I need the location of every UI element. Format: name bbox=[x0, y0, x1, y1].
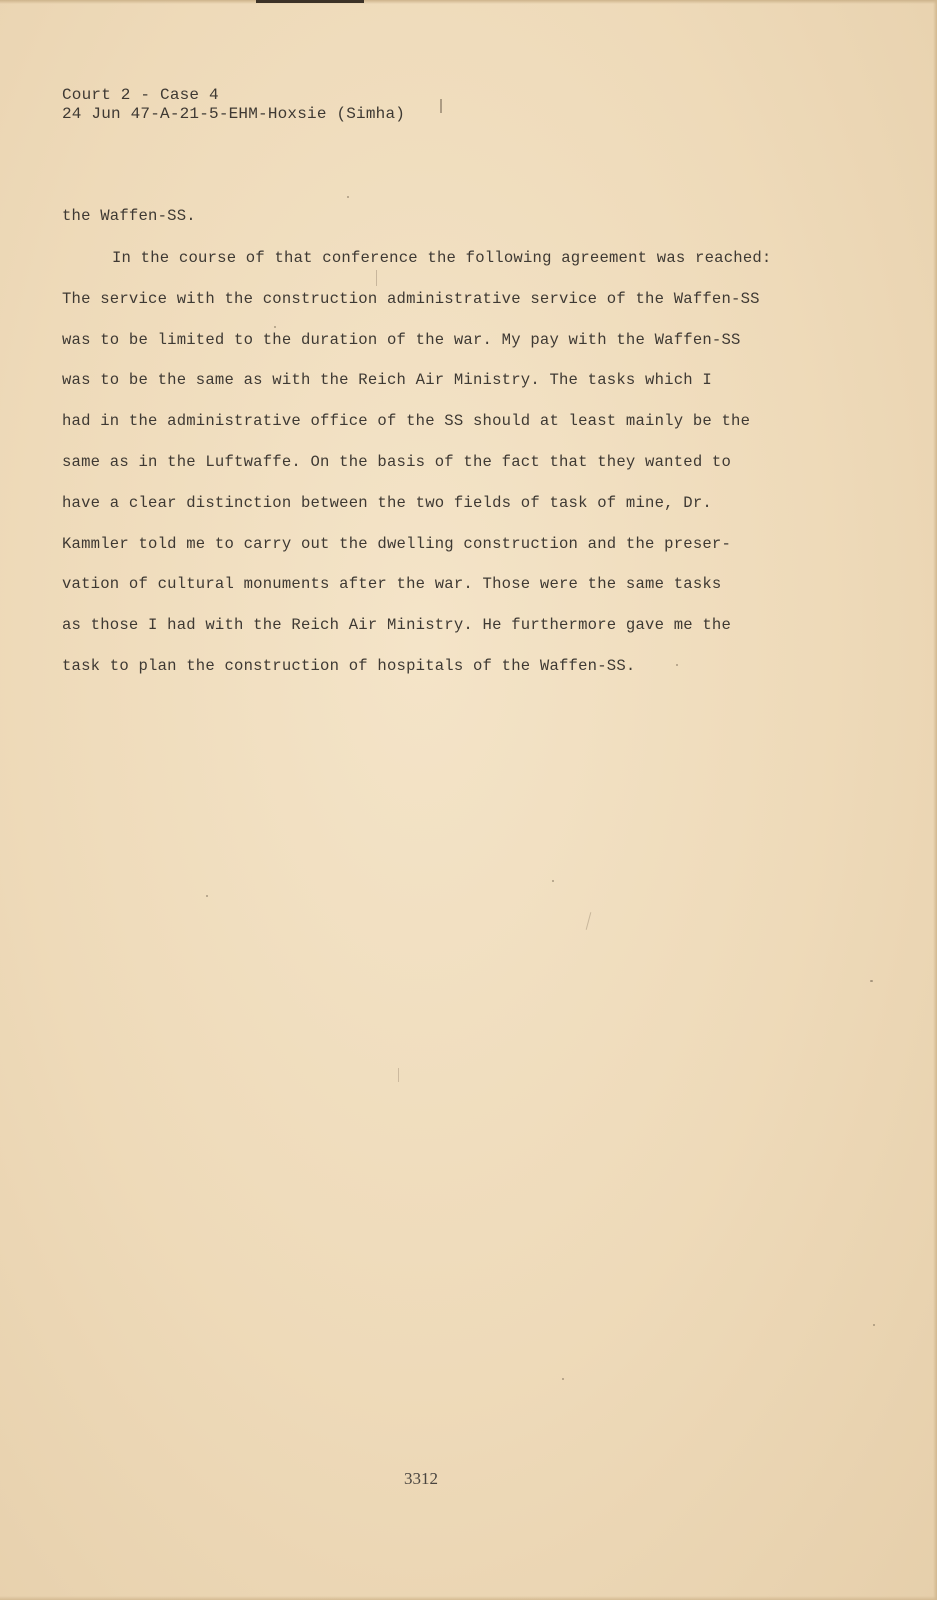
text-line: Kammler told me to carry out the dwelling construction and the preser- bbox=[62, 535, 732, 553]
text-line: had in the administrative office of the SS should at least mainly be the bbox=[62, 412, 751, 430]
text-line: was to be limited to the duration of the war. My pay with the Waffen-SS bbox=[62, 331, 741, 349]
text-line: was to be the same as with the Reich Air Ministry. The tasks which I bbox=[62, 371, 712, 389]
paper-edge-top bbox=[0, 0, 937, 4]
paper-speck bbox=[676, 664, 678, 666]
paper-speck bbox=[206, 895, 208, 897]
header-court-case: Court 2 - Case 4 bbox=[62, 86, 219, 104]
header-session-id: 24 Jun 47-A-21-5-EHM-Hoxsie (Simha) bbox=[62, 105, 406, 123]
pen-mark bbox=[398, 1068, 399, 1082]
pen-mark bbox=[586, 912, 592, 930]
text-line: as those I had with the Reich Air Ministry. He furthermore gave me the bbox=[62, 616, 732, 634]
text-line: task to plan the construction of hospitals of the Waffen-SS. bbox=[62, 657, 636, 675]
text-line: same as in the Luftwaffe. On the basis of the fact that they wanted to bbox=[62, 453, 732, 471]
text-line: have a clear distinction between the two fields of task of mine, Dr. bbox=[62, 494, 712, 512]
paper-speck bbox=[562, 1378, 564, 1380]
paper-edge-bottom bbox=[0, 1596, 937, 1600]
paper-speck bbox=[873, 1324, 875, 1326]
pen-mark bbox=[376, 270, 377, 286]
pen-mark bbox=[440, 99, 442, 113]
paper-speck bbox=[870, 980, 873, 982]
text-line: the Waffen-SS. bbox=[62, 207, 196, 225]
paper-speck bbox=[274, 326, 276, 328]
binding-mark bbox=[256, 0, 364, 3]
paper-speck bbox=[347, 196, 349, 198]
text-line: vation of cultural monuments after the war. Those were the same tasks bbox=[62, 575, 722, 593]
page-number: 3312 bbox=[404, 1469, 438, 1488]
text-line: In the course of that conference the following agreement was reached: bbox=[112, 249, 772, 267]
paper-edge-right bbox=[933, 0, 937, 1600]
text-line: The service with the construction administrative service of the Waffen-SS bbox=[62, 290, 760, 308]
paper-speck bbox=[552, 880, 554, 882]
